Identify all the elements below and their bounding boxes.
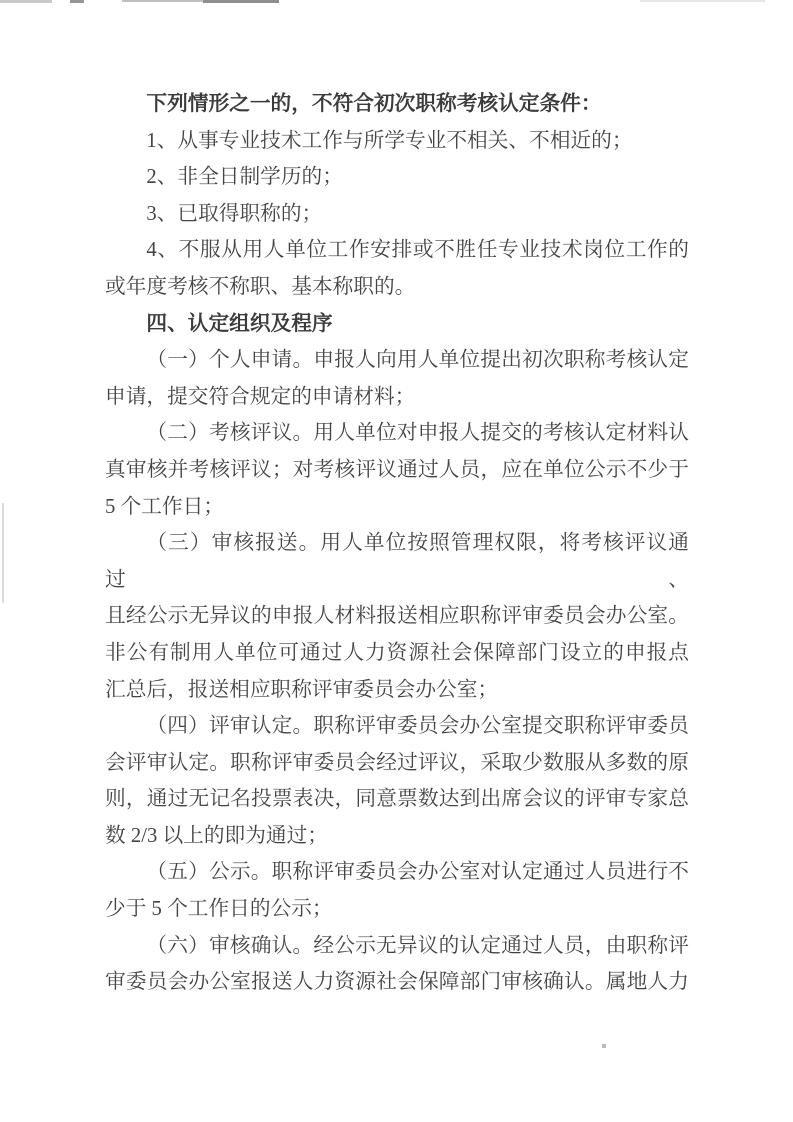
text-line: 2、非全日制学历的； xyxy=(146,166,343,189)
body-paragraph xyxy=(105,342,689,415)
body-paragraph xyxy=(105,159,689,196)
text-line: （六）审核确认。经公示无异议的认定通过人员，由职称评 xyxy=(146,934,689,957)
scan-artifact xyxy=(2,503,4,603)
text-line: 申请，提交符合规定的申请材料； xyxy=(105,385,416,408)
text-line: 审委员会办公室报送人力资源社会保障部门审核确认。属地人力 xyxy=(105,971,689,994)
scan-artifact xyxy=(203,0,279,3)
text-line: （五）公示。职称评审委员会办公室对认定通过人员进行不 xyxy=(146,861,689,884)
text-line: 或年度考核不称职、基本称职的。 xyxy=(105,275,416,298)
heading-paragraph xyxy=(105,86,689,123)
text-line: 数 2/3 以上的即为通过； xyxy=(105,824,328,847)
text-line: 少于 5 个工作日的公示； xyxy=(105,898,333,921)
body-paragraph xyxy=(105,928,689,1001)
body-paragraph xyxy=(105,525,689,708)
scan-artifact xyxy=(122,0,204,2)
text-line: 3、已取得职称的； xyxy=(146,202,323,225)
body-paragraph xyxy=(105,123,689,160)
text-line: 会评审认定。职称评审委员会经过评议，采取少数服从多数的原 xyxy=(105,751,689,774)
text-line: 4、不服从用人单位工作安排或不胜任专业技术岗位工作的 xyxy=(146,239,689,262)
text-line: 非公有制用人单位可通过人力资源社会保障部门设立的申报点 xyxy=(105,641,689,664)
heading-paragraph xyxy=(105,306,689,343)
body-paragraph xyxy=(105,854,689,927)
body-paragraph xyxy=(105,196,689,233)
scan-artifact xyxy=(602,1044,606,1048)
text-line: （二）考核评议。用人单位对申报人提交的考核认定材料认 xyxy=(146,422,689,445)
text-line: （四）评审认定。职称评审委员会办公室提交职称评审委员 xyxy=(146,715,689,738)
text-line: （一）个人申请。申报人向用人单位提出初次职称考核认定 xyxy=(146,349,689,372)
body-paragraph xyxy=(105,708,689,854)
text-line: 汇总后，报送相应职称评审委员会办公室； xyxy=(105,678,499,701)
scan-artifact xyxy=(640,0,765,2)
body-paragraph xyxy=(105,415,689,525)
text-line: 下列情形之一的，不符合初次职称考核认定条件： xyxy=(146,92,602,115)
body-paragraph xyxy=(105,232,689,305)
text-line: 则，通过无记名投票表决，同意票数达到出席会议的评审专家总 xyxy=(105,788,689,811)
text-line: 且经公示无异议的申报人材料报送相应职称评审委员会办公室。 xyxy=(105,605,689,628)
text-line: 5 个工作日； xyxy=(105,495,224,518)
text-line: 1、从事专业技术工作与所学专业不相关、不相近的； xyxy=(146,129,633,152)
text-line: 真审核并考核评议；对考核评议通过人员，应在单位公示不少于 xyxy=(105,458,689,481)
text-line: （三）审核报送。用人单位按照管理权限，将考核评议通过、 xyxy=(105,532,689,591)
document-body xyxy=(105,86,689,1001)
text-line: 四、认定组织及程序 xyxy=(146,311,333,335)
scan-artifact xyxy=(70,0,84,3)
scan-artifact xyxy=(0,0,52,3)
